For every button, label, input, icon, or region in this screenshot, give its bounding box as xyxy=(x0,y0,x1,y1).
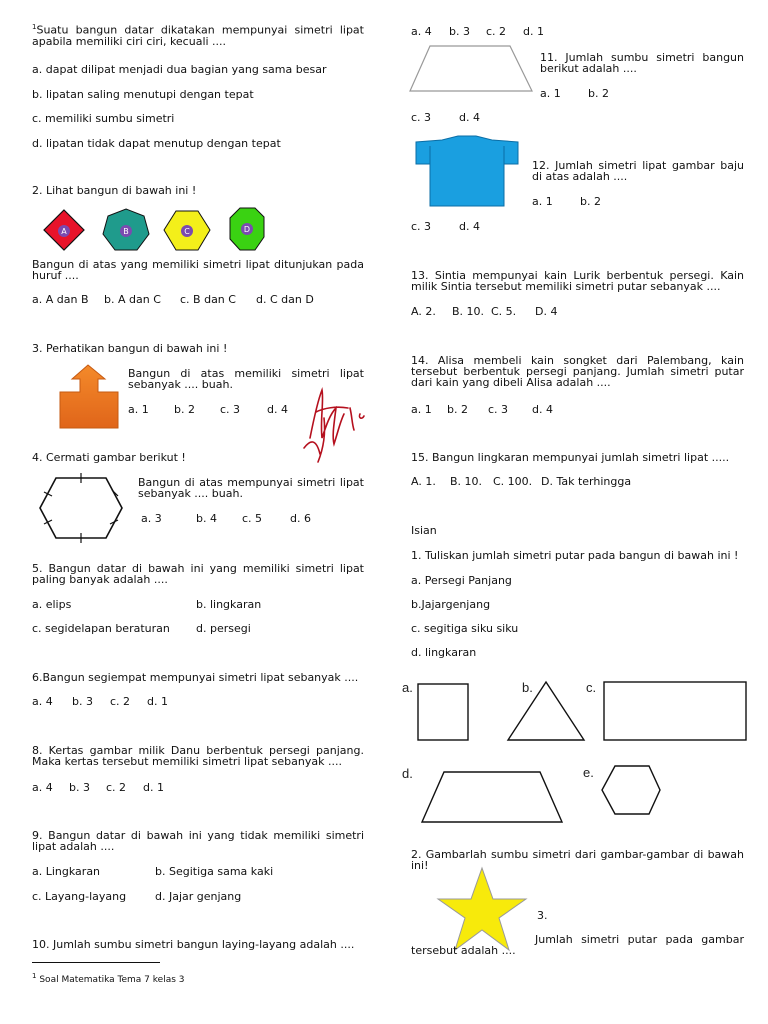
q8-text: 8. Kertas gambar milik Danu berbentuk persegi panjang. Maka kertas tersebut memiliki simetri lipat sebanyak .... xyxy=(32,744,364,768)
q9-option-a: a. Lingkaran xyxy=(32,865,101,878)
isian-1-item-a: a. Persegi Panjang xyxy=(411,574,512,587)
q11-option-c: c. 3 xyxy=(411,111,432,124)
shirt-shape xyxy=(416,136,518,206)
q14-option-b: b. 2 xyxy=(447,403,468,416)
q9-option-d: d. Jajar genjang xyxy=(155,890,242,903)
shape-label-d: d. xyxy=(402,766,413,781)
q6-option-d: d. 1 xyxy=(147,695,168,708)
q4-question: Bangun di atas mempunyai simetri lipat sebanyak .... buah. xyxy=(138,476,364,500)
q5-text: 5. Bangun datar di bawah ini yang memiliki simetri lipat paling banyak adalah .... xyxy=(32,562,364,586)
q1-option-c: c. memiliki sumbu simetri xyxy=(32,112,175,125)
q14-option-a: a. 1 xyxy=(411,403,432,416)
q4-option-d: d. 6 xyxy=(290,512,311,525)
q15-option-b: B. 10. xyxy=(450,475,483,488)
q13-option-c: C. 5. xyxy=(491,305,517,318)
q6-option-a: a. 4 xyxy=(32,695,53,708)
q8-option-d: d. 1 xyxy=(143,781,164,794)
q1-text: Suatu bangun datar dikatakan mempunyai simetri lipat apabila memiliki ciri ciri, kecuali .... xyxy=(32,23,364,48)
q3-text: 3. Perhatikan bangun di bawah ini ! xyxy=(32,342,228,355)
q2-option-a: a. A dan B xyxy=(32,293,89,306)
footnote-divider xyxy=(32,962,160,963)
q1-option-a: a. dapat dilipat menjadi dua bagian yang sama besar xyxy=(32,63,327,76)
shape-label-b: b. xyxy=(522,680,533,695)
isian-1-item-c: c. segitiga siku siku xyxy=(411,622,519,635)
square-shape xyxy=(418,684,468,740)
trapezoid-shape xyxy=(410,46,532,91)
hexagon-shape xyxy=(40,478,122,538)
shape-label-a: a. xyxy=(402,680,413,695)
q4-option-a: a. 3 xyxy=(141,512,162,525)
q11-text: 11. Jumlah sumbu simetri bangun berikut adalah .... xyxy=(540,51,744,75)
q11-trapezoid-figure xyxy=(408,44,534,94)
arrow-house-shape xyxy=(60,365,118,428)
isian-title: Isian xyxy=(411,524,437,537)
q4-option-c: c. 5 xyxy=(242,512,263,525)
q13-option-d: D. 4 xyxy=(535,305,558,318)
q6-option-c: c. 2 xyxy=(110,695,131,708)
q11-option-b: b. 2 xyxy=(588,87,609,100)
q3-option-b: b. 2 xyxy=(174,403,195,416)
q6-text: 6.Bangun segiempat mempunyai simetri lipat sebanyak .... xyxy=(32,671,359,684)
q6-option-b: b. 3 xyxy=(72,695,93,708)
q10-option-b: b. 3 xyxy=(449,25,470,38)
q5-option-b: b. lingkaran xyxy=(196,598,262,611)
q5-option-a: a. elips xyxy=(32,598,72,611)
q13-option-b: B. 10. xyxy=(452,305,485,318)
q15-option-d: D. Tak terhingga xyxy=(541,475,632,488)
q11-option-d: d. 4 xyxy=(459,111,480,124)
q12-option-b: b. 2 xyxy=(580,195,601,208)
q9-text: 9. Bangun datar di bawah ini yang tidak memiliki simetri lipat adalah .... xyxy=(32,829,364,853)
triangle-shape xyxy=(508,682,584,740)
q2-option-c: c. B dan C xyxy=(180,293,236,306)
isian-1-text: 1. Tuliskan jumlah simetri putar pada bangun di bawah ini ! xyxy=(411,549,739,562)
footnote-mark: 1 xyxy=(32,23,37,31)
q10-option-a: a. 4 xyxy=(411,25,432,38)
q11-option-a: a. 1 xyxy=(540,87,561,100)
q10-option-d: d. 1 xyxy=(523,25,544,38)
isian-3-number: 3. xyxy=(537,909,548,922)
q15-option-a: A. 1. xyxy=(411,475,436,488)
isian-shapes-figure xyxy=(400,676,768,836)
q10-option-c: c. 2 xyxy=(486,25,507,38)
signature xyxy=(296,378,376,464)
footnote xyxy=(32,970,184,986)
footnote-text: Soal Matematika Tema 7 kelas 3 xyxy=(39,975,185,985)
q5-option-c: c. segidelapan beraturan xyxy=(32,622,170,635)
isian-3-text: Jumlah simetri putar pada gambar tersebut adalah .... xyxy=(411,933,744,957)
q1-option-b: b. lipatan saling menutupi dengan tepat xyxy=(32,88,254,101)
q15-option-c: C. 100. xyxy=(493,475,533,488)
q14-option-c: c. 3 xyxy=(488,403,509,416)
q13-option-a: A. 2. xyxy=(411,305,436,318)
isian-1-item-b: b.Jajargenjang xyxy=(411,598,491,611)
q3-question: Bangun di atas memiliki simetri lipat sebanyak .... buah. xyxy=(128,367,364,391)
isian-1-item-d: d. lingkaran xyxy=(411,646,477,659)
q3-option-d: d. 4 xyxy=(267,403,288,416)
hexagon-shape xyxy=(602,766,660,814)
q12-option-c: c. 3 xyxy=(411,220,432,233)
q9-option-b: b. Segitiga sama kaki xyxy=(155,865,274,878)
q3-option-a: a. 1 xyxy=(128,403,149,416)
q12-option-d: d. 4 xyxy=(459,220,480,233)
q12-text: 12. Jumlah simetri lipat gambar baju di atas adalah .... xyxy=(532,159,744,183)
shape-label-c: C xyxy=(184,227,190,236)
q2-option-b: b. A dan C xyxy=(104,293,161,306)
isian-2-text: 2. Gambarlah sumbu simetri dari gambar-gambar di bawah ini! xyxy=(411,848,744,872)
rectangle-shape xyxy=(604,682,746,740)
shape-label-d: D xyxy=(243,225,251,234)
q5-option-d: d. persegi xyxy=(196,622,251,635)
q4-text: 4. Cermati gambar berikut ! xyxy=(32,451,186,464)
q1-option-d: d. lipatan tidak dapat menutup dengan tepat xyxy=(32,137,281,150)
footnote-mark: 1 xyxy=(32,972,37,980)
shape-label-a: A xyxy=(61,227,67,236)
q2-text: 2. Lihat bangun di bawah ini ! xyxy=(32,184,197,197)
shape-label-b: B xyxy=(123,227,129,236)
shape-label-e: e. xyxy=(583,765,594,780)
q12-shirt-figure xyxy=(414,136,522,208)
q3-arrow-house-figure xyxy=(58,364,120,430)
q14-option-d: d. 4 xyxy=(532,403,553,416)
q2-option-d: d. C dan D xyxy=(256,293,314,306)
q8-option-a: a. 4 xyxy=(32,781,53,794)
trapezoid-shape xyxy=(422,772,562,822)
q12-option-a: a. 1 xyxy=(532,195,553,208)
shape-label-c: c. xyxy=(586,680,597,695)
q8-option-b: b. 3 xyxy=(69,781,90,794)
q3-option-c: c. 3 xyxy=(220,403,241,416)
q13-text: 13. Sintia mempunyai kain Lurik berbentuk persegi. Kain milik Sintia tersebut memiliki simetri putar sebanyak .... xyxy=(411,269,744,293)
q15-text: 15. Bangun lingkaran mempunyai jumlah simetri lipat ..... xyxy=(411,451,730,464)
q14-text: 14. Alisa membeli kain songket dari Palembang, kain tersebut berbentuk persegi panjang. Jumlah simetri putar dari kain yang dibeli Alisa adalah .... xyxy=(411,354,744,389)
q8-option-c: c. 2 xyxy=(106,781,127,794)
q10-text: 10. Jumlah sumbu simetri bangun laying-layang adalah .... xyxy=(32,938,355,951)
q9-option-c: c. Layang-layang xyxy=(32,890,127,903)
q2-question: Bangun di atas yang memiliki simetri lipat ditunjukan pada huruf .... xyxy=(32,258,364,282)
q4-hexagon-figure xyxy=(34,472,130,544)
q4-option-b: b. 4 xyxy=(196,512,217,525)
